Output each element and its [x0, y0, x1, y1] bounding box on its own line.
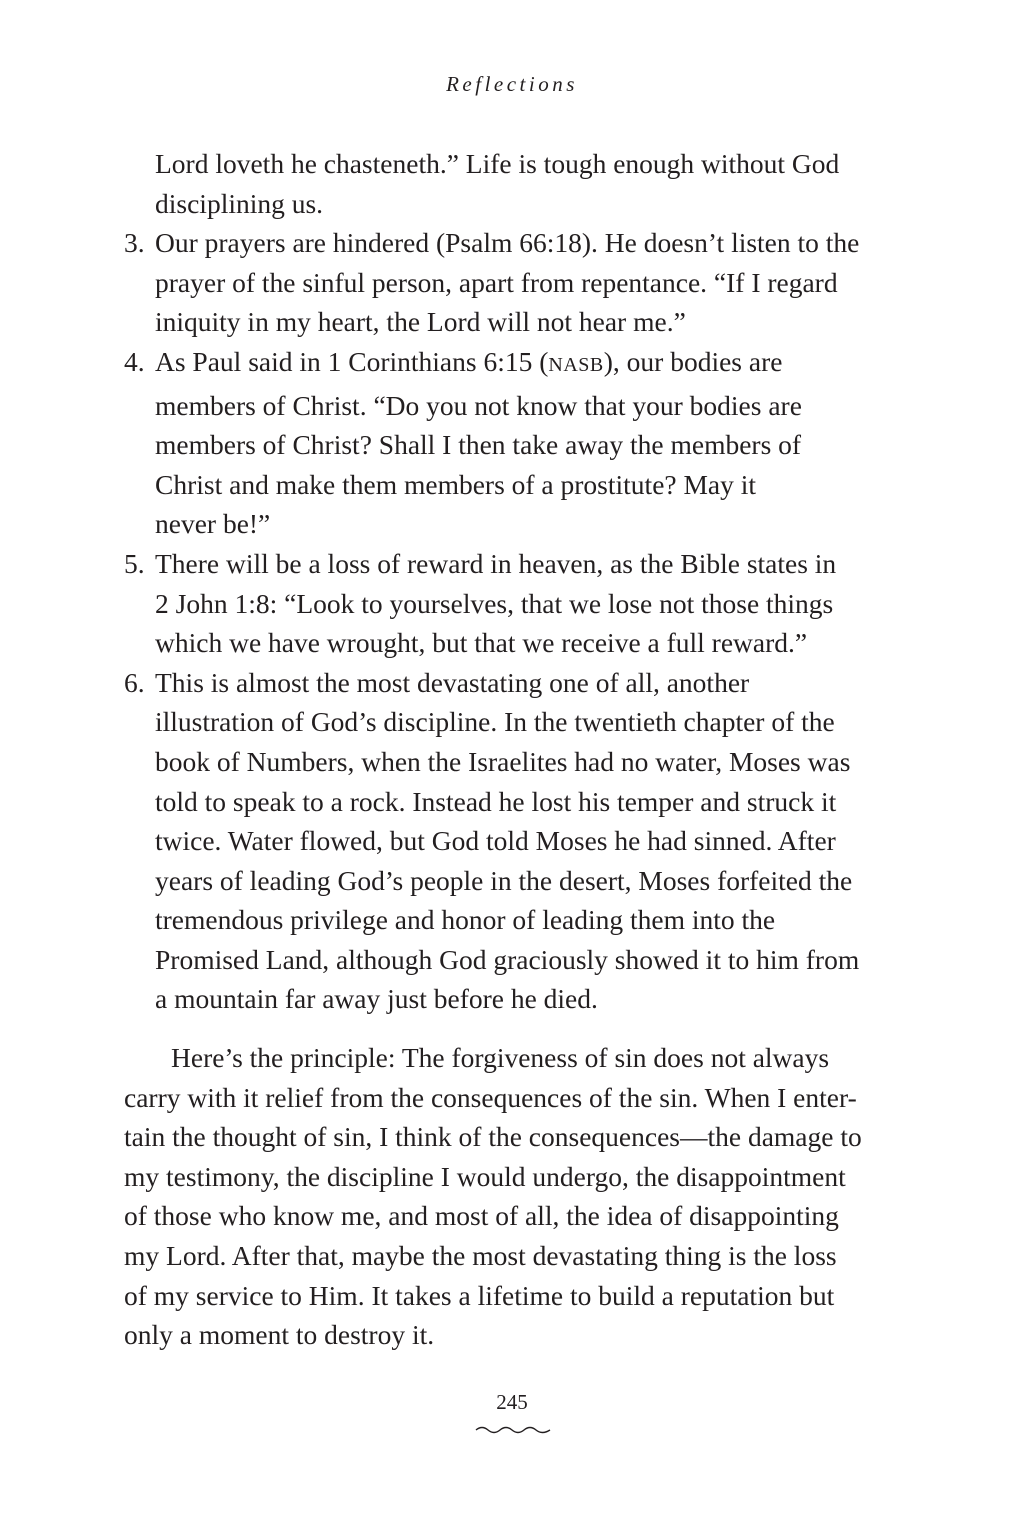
text-line: tremendous privilege and honor of leading them into the	[155, 904, 776, 936]
text-line: Our prayers are hindered (Psalm 66:18). He doesn’t listen to the	[155, 227, 860, 259]
text-line: tain the thought of sin, I think of the consequences—the damage to	[124, 1121, 862, 1153]
text-line: a mountain far away just before he died.	[155, 983, 598, 1015]
list-item-3	[124, 223, 914, 342]
text-segment: ), our bodies are	[603, 345, 783, 377]
text-line: Here’s the principle: The forgiveness of sin does not always	[171, 1042, 830, 1074]
list-item-continuation	[124, 144, 914, 223]
text-line: of those who know me, and most of all, the idea of disappointing	[124, 1200, 839, 1232]
text-line: my Lord. After that, maybe the most devastating thing is the loss	[124, 1240, 837, 1272]
text-line: Christ and make them members of a prostitute? May it	[155, 468, 757, 500]
page-body	[124, 144, 914, 1355]
text-line	[155, 342, 914, 386]
text-line: There will be a loss of reward in heaven, as the Bible states in	[155, 547, 837, 579]
text-line: Lord loveth he chasteneth.” Life is tough enough without God	[155, 148, 840, 179]
text-line: of my service to Him. It takes a lifetime to build a reputation but	[124, 1279, 835, 1311]
list-item-6	[124, 663, 914, 1019]
text-line: never be!”	[155, 508, 271, 540]
list-number: 6.	[124, 666, 145, 698]
text-line: disciplining us.	[155, 187, 324, 219]
list-item-5	[124, 544, 914, 663]
text-line: This is almost the most devastating one of all, another	[155, 666, 750, 698]
text-line: twice. Water flowed, but God told Moses he had sinned. After	[155, 825, 836, 857]
body-paragraph	[124, 1038, 914, 1355]
page-number: 245	[496, 1390, 528, 1414]
text-line: which we have wrought, but that we receive a full reward.”	[155, 627, 808, 659]
text-line: prayer of the sinful person, apart from repentance. “If I regard	[155, 266, 838, 298]
text-line: my testimony, the discipline I would undergo, the disappointment	[124, 1160, 846, 1192]
text-line: Promised Land, although God graciously showed it to him from	[155, 943, 860, 975]
text-line: only a moment to destroy it.	[124, 1319, 435, 1351]
text-line: carry with it relief from the consequences of the sin. When I enter-	[124, 1081, 857, 1113]
text-line: members of Christ. “Do you not know that your bodies are	[155, 389, 802, 421]
text-line: book of Numbers, when the Israelites had no water, Moses was	[155, 745, 851, 777]
running-head: Reflections	[446, 72, 578, 96]
text-line: years of leading God’s people in the desert, Moses forfeited the	[155, 864, 853, 896]
text-line: 2 John 1:8: “Look to yourselves, that we lose not those things	[155, 587, 834, 619]
text-segment: As Paul said in 1 Corinthians 6:15 (	[155, 345, 549, 377]
text-line: iniquity in my heart, the Lord will not hear me.”	[155, 306, 686, 338]
list-number: 3.	[124, 227, 145, 259]
text-line: told to speak to a rock. Instead he lost his temper and struck it	[155, 785, 837, 817]
wave-ornament-icon	[474, 1424, 552, 1436]
list-number: 5.	[124, 547, 145, 579]
text-line: members of Christ? Shall I then take away the members of	[155, 429, 802, 461]
text-line: illustration of God’s discipline. In the twentieth chapter of the	[155, 706, 835, 738]
list-item-4	[124, 342, 914, 544]
bible-version-abbreviation: NASB	[548, 353, 604, 376]
list-number: 4.	[124, 345, 145, 377]
